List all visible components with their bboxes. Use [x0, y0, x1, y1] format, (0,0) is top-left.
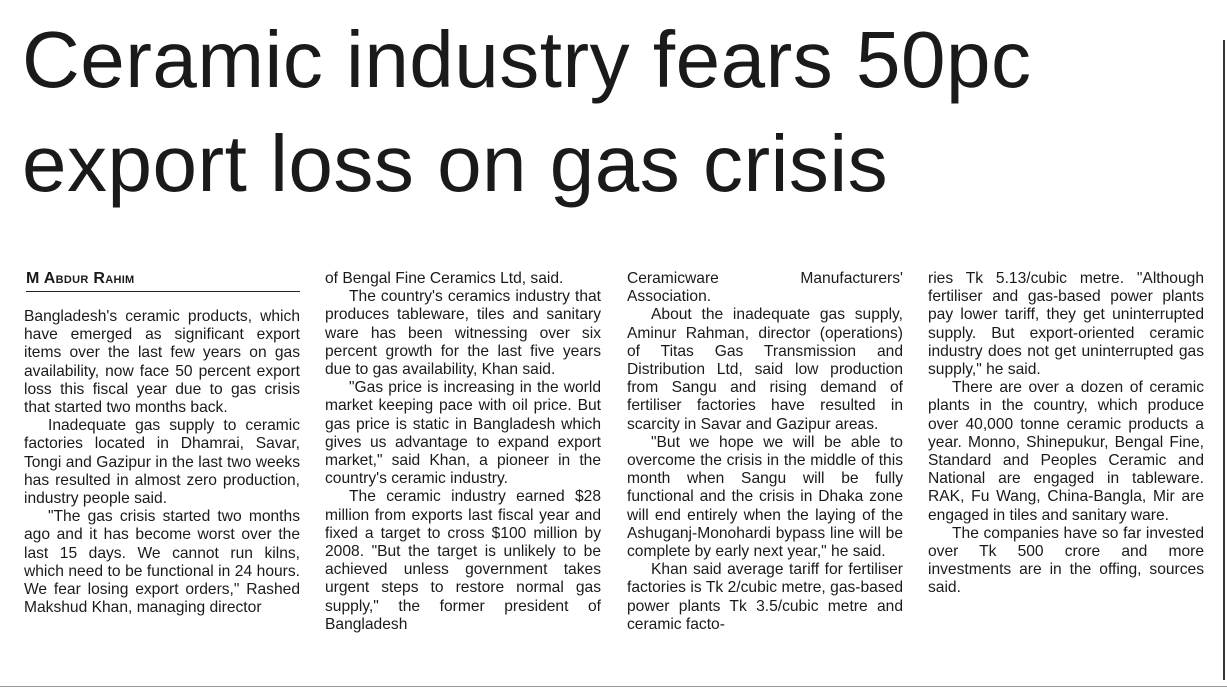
paragraph: "But we hope we will be able to overcome the crisis in the middle of this month when Sangu will be fully functional and the crisis in Dhaka zone will end entirely when the laying of the Ashuganj-Monohardi bypass line will be complete by early next year," he said. — [627, 433, 903, 561]
page-edge-rule — [1223, 40, 1225, 680]
paragraph: ries Tk 5.13/cubic metre. "Although fertiliser and gas-based power plants pay lower tariff, they get uninterrupted supply. But export-oriented ceramic industry does not get uninterrupted gas supply," he said. — [928, 270, 1204, 379]
paragraph: Khan said average tariff for fertiliser factories is Tk 2/cubic metre, gas-based power plants Tk 3.5/cubic metre and ceramic facto- — [627, 561, 903, 633]
headline-line-1: Ceramic industry fears 50pc — [22, 15, 1032, 104]
article-column-2 — [325, 270, 601, 680]
paragraph: The country's ceramics industry that produces tableware, tiles and sanitary ware has been witnessing over six percent growth for the last five years due to gas availability, Khan said. — [325, 288, 601, 379]
article-column-4 — [928, 270, 1204, 680]
paragraph: Ceramicware Manufacturers' Association. — [627, 270, 903, 306]
bottom-rule — [0, 686, 1227, 687]
paragraph: Bangladesh's ceramic products, which have emerged as significant export items over the last few years on gas availability, now face 50 percent export loss this fiscal year due to gas crisis that started two months back. — [24, 308, 300, 417]
paragraph: "Gas price is increasing in the world market keeping pace with oil price. But gas price is static in Bangladesh which gives us advantage to expand export market," said Khan, a pioneer in the country's ceramic industry. — [325, 379, 601, 488]
paragraph: There are over a dozen of ceramic plants in the country, which produce over 40,000 tonne ceramic products a year. Monno, Shinepukur, Bengal Fine, Standard and Peoples Ceramic and National are engaged in tableware. RAK, Fu Wang, China-Bangla, Mir are engaged in tiles and sanitary ware. — [928, 379, 1204, 524]
article-column-3 — [627, 270, 903, 680]
article-headline — [22, 8, 1212, 216]
paragraph: About the inadequate gas supply, Aminur Rahman, director (operations) of Titas Gas Transmission and Distribution Ltd, said low production from Sangu and rising demand of fertiliser factories have resulted in scarcity in Savar and Gazipur areas. — [627, 306, 903, 433]
author-byline: M Abdur Rahim — [26, 270, 300, 292]
paragraph: "The gas crisis started two months ago and it has become worst over the last 15 days. We cannot run kilns, which need to be functional in 24 hours. We fear losing export orders," Rashed Makshud Khan, managing director — [24, 508, 300, 617]
headline-line-2: export loss on gas crisis — [22, 119, 889, 208]
paragraph: Inadequate gas supply to ceramic factories located in Dhamrai, Savar, Tongi and Gazipur in the last two weeks has resulted in almost zero production, industry people said. — [24, 417, 300, 508]
paragraph: The companies have so far invested over Tk 500 crore and more investments are in the offing, sources said. — [928, 524, 1204, 597]
article-column-1 — [24, 308, 300, 678]
paragraph: of Bengal Fine Ceramics Ltd, said. — [325, 270, 564, 287]
paragraph: The ceramic industry earned $28 million from exports last fiscal year and fixed a target to cross $100 million by 2008. "But the target is unlikely to be achieved unless government takes urgent steps to restore normal gas supply," the former president of Bangladesh — [325, 488, 601, 633]
